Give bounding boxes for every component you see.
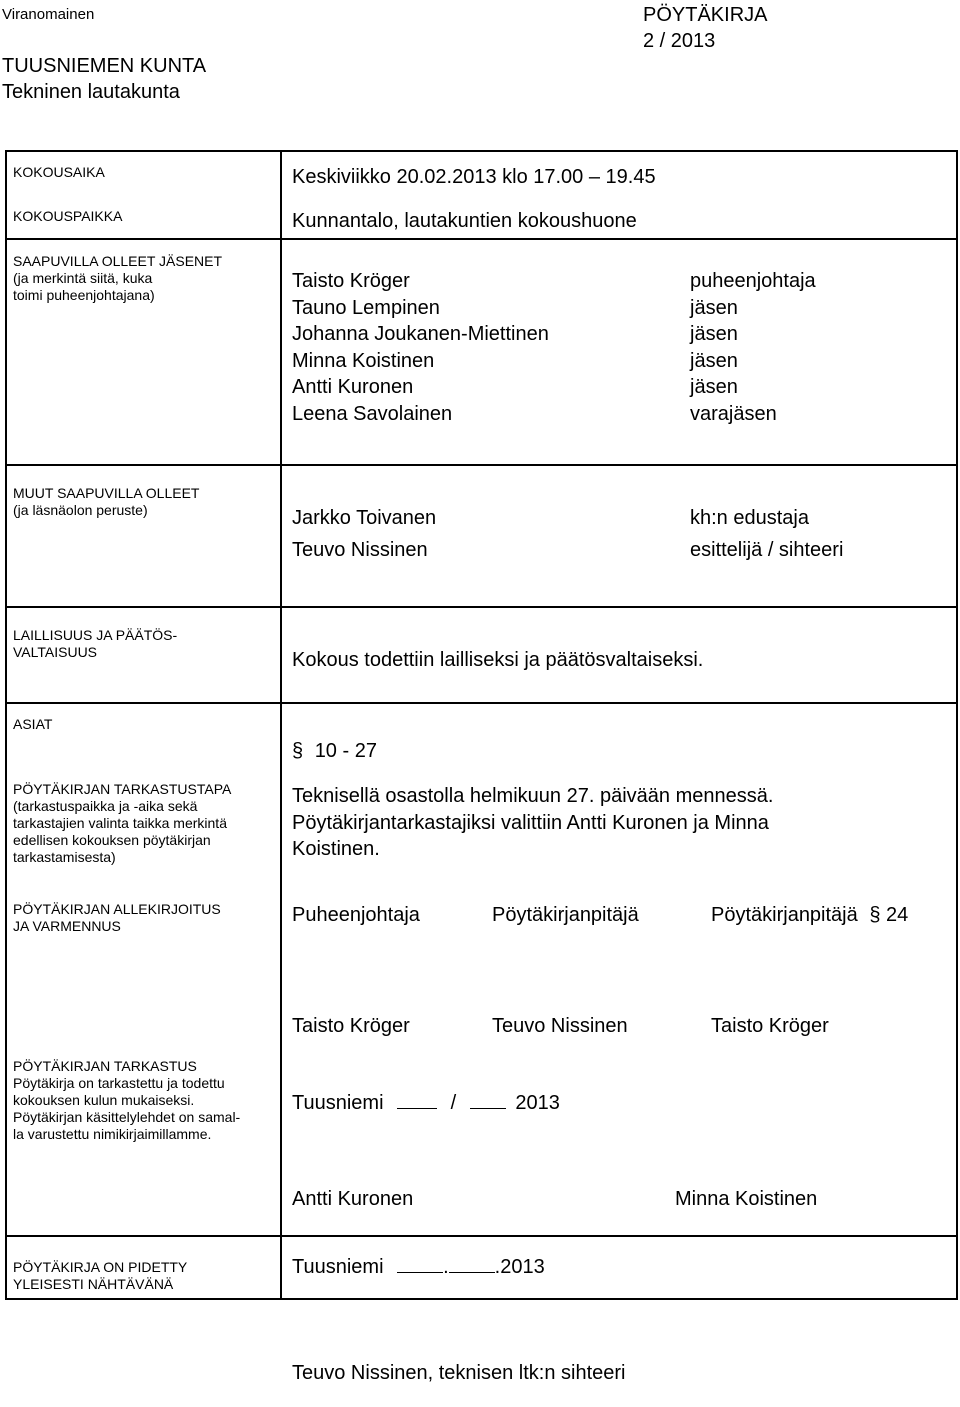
document-type: PÖYTÄKIRJA	[643, 4, 768, 26]
public-year: .2013	[494, 1256, 545, 1278]
month-blank	[470, 1090, 506, 1109]
section-mark: §	[292, 740, 304, 762]
member-role: jäsen	[690, 296, 738, 319]
reviewer-name: Minna Koistinen	[675, 1188, 818, 1210]
member-role: varajäsen	[690, 402, 777, 425]
items-value	[292, 738, 377, 765]
signature-name: Teuvo Nissinen	[492, 1015, 628, 1037]
legality-label: LAILLISUUS JA PÄÄTÖS- VALTAISUUS	[13, 627, 178, 660]
signatures-label: PÖYTÄKIRJAN ALLEKIRJOITUS JA VARMENNUS	[13, 901, 221, 934]
signature-role-with-section: Pöytäkirjanpitäjä § 24	[711, 904, 909, 926]
classification-label: Viranomainen	[2, 6, 95, 23]
other-name: Jarkko Toivanen	[292, 507, 437, 529]
meeting-place-value: Kunnantalo, lautakuntien kokoushuone	[292, 210, 637, 232]
member-name: Johanna Joukanen-Miettinen	[292, 323, 549, 345]
other-role: kh:n edustaja	[690, 507, 809, 529]
table-left-border	[5, 150, 7, 1300]
meeting-place-label: KOKOUSPAIKKA	[13, 208, 123, 224]
public-label: PÖYTÄKIRJA ON PIDETTY YLEISESTI NÄHTÄVÄNÄ	[13, 1259, 188, 1292]
reviewer-name: Antti Kuronen	[292, 1188, 414, 1210]
other-name: Teuvo Nissinen	[292, 539, 428, 561]
other-role: esittelijä / sihteeri	[690, 539, 844, 561]
signature-name: Taisto Kröger	[711, 1015, 829, 1037]
row-divider	[5, 606, 958, 608]
signature-role: Puheenjohtaja	[292, 904, 420, 926]
document-number: 2 / 2013	[643, 30, 716, 52]
review-year: 2013	[515, 1092, 560, 1114]
members-label: SAAPUVILLA OLLEET JÄSENET (ja merkintä siitä, kuka toimi puheenjohtajana)	[13, 253, 223, 303]
review-label: PÖYTÄKIRJAN TARKASTUS Pöytäkirja on tarkastettu ja todettu kokouksen kulun mukaiseksi. Pöytäkirjan käsittelylehdet on samal- la varustettu nimikirjaimillamme.	[13, 1058, 241, 1142]
legality-value: Kokous todettiin lailliseksi ja päätösvaltaiseksi.	[292, 649, 704, 671]
table-top-border	[5, 150, 958, 152]
board-name: Tekninen lautakunta	[2, 81, 180, 103]
member-role: jäsen	[690, 323, 738, 345]
items-range: 10 - 27	[314, 740, 377, 762]
member-name: Leena Savolainen	[292, 402, 453, 425]
member-name: Taisto Kröger	[292, 270, 410, 292]
member-role: jäsen	[690, 376, 738, 398]
row-divider	[5, 238, 958, 240]
review-place: Tuusniemi	[292, 1092, 384, 1114]
row-divider	[5, 702, 958, 704]
items-label: ASIAT	[13, 716, 53, 732]
member-role: jäsen	[690, 349, 738, 372]
public-place: Tuusniemi	[292, 1256, 384, 1278]
month-blank	[449, 1254, 495, 1273]
meeting-time-value: Keskiviikko 20.02.2013 klo 17.00 – 19.45	[292, 166, 656, 188]
table-right-border	[956, 150, 958, 1300]
day-blank	[397, 1090, 437, 1109]
table-bottom-border	[5, 1298, 958, 1300]
member-name: Antti Kuronen	[292, 376, 414, 398]
member-name: Minna Koistinen	[292, 349, 435, 372]
signature-name: Taisto Kröger	[292, 1015, 410, 1037]
members-roles	[690, 268, 816, 427]
public-date-line: Tuusniemi . .2013	[292, 1256, 545, 1278]
row-divider	[5, 464, 958, 466]
table-column-divider	[280, 150, 282, 1300]
members-names	[292, 268, 549, 427]
member-name: Tauno Lempinen	[292, 296, 440, 319]
review-method-value: Teknisellä osastolla helmikuun 27. päivään mennessä. Pöytäkirjantarkastajiksi valittiin Antti Kuronen ja Minna Koistinen.	[292, 785, 774, 860]
member-role: puheenjohtaja	[690, 270, 816, 292]
others-label: MUUT SAAPUVILLA OLLEET (ja läsnäolon peruste)	[13, 485, 200, 518]
public-signer: Teuvo Nissinen, teknisen ltk:n sihteeri	[292, 1362, 626, 1384]
review-method-label: PÖYTÄKIRJAN TARKASTUSTAPA (tarkastuspaikka ja -aika sekä tarkastajien valinta taikka merkintä edellisen kokouksen pöytäkirjan tarkastamisesta)	[13, 781, 232, 865]
day-blank	[397, 1254, 443, 1273]
section-mark: §	[869, 904, 881, 926]
row-divider	[5, 1235, 958, 1237]
meeting-time-label: KOKOUSAIKA	[13, 164, 105, 180]
municipality-name: TUUSNIEMEN KUNTA	[2, 55, 207, 77]
section-number: 24	[886, 904, 909, 926]
review-date-line: Tuusniemi / 2013	[292, 1092, 560, 1114]
signature-role: Pöytäkirjanpitäjä	[492, 904, 639, 926]
